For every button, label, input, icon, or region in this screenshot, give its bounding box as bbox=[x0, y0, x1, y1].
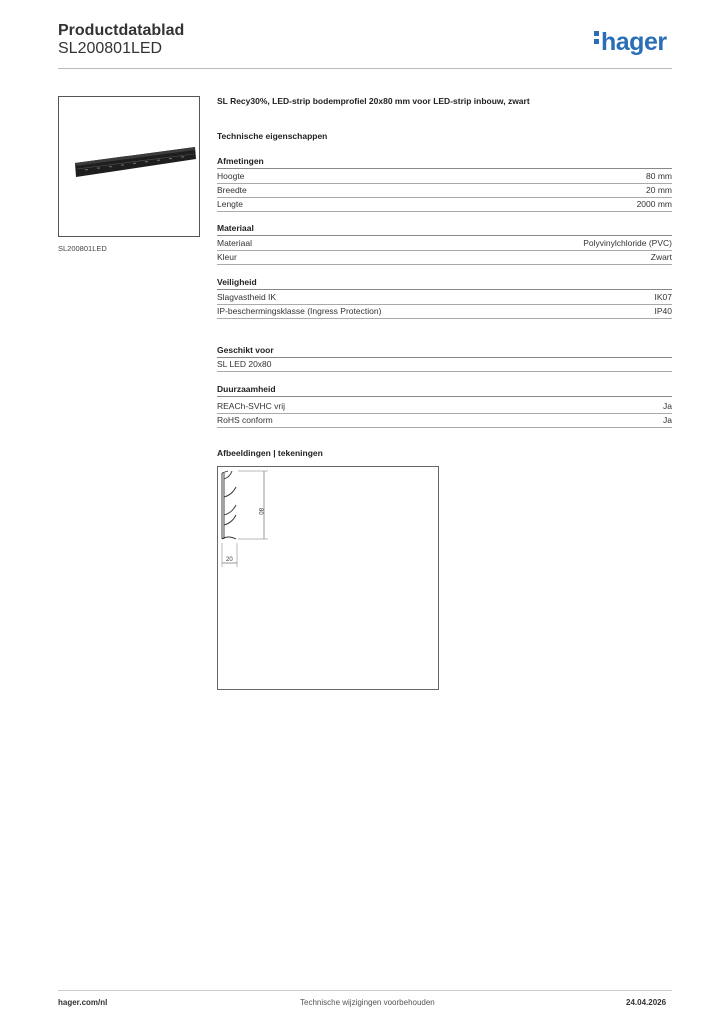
hager-logo bbox=[594, 28, 667, 57]
table-row: Materiaal Polyvinylchloride (PVC) bbox=[217, 237, 672, 251]
table-row: Breedte 20 mm bbox=[217, 184, 672, 198]
section-geschikt-title: Geschikt voor bbox=[217, 345, 672, 358]
logo-text: hager bbox=[601, 28, 667, 56]
footer-divider bbox=[58, 990, 672, 991]
profile-cross-section-icon bbox=[218, 467, 438, 689]
section-materiaal-title: Materiaal bbox=[217, 223, 672, 236]
product-description: SL Recy30%, LED-strip bodemprofiel 20x80 mm voor LED-strip inbouw, zwart bbox=[217, 96, 530, 106]
section-afmetingen-title: Afmetingen bbox=[217, 156, 672, 169]
product-code: SL200801LED bbox=[58, 40, 163, 57]
header-divider bbox=[58, 68, 672, 69]
drawings-heading: Afbeeldingen | tekeningen bbox=[217, 448, 323, 458]
image-caption: SL200801LED bbox=[58, 244, 107, 253]
section-veiligheid-title: Veiligheid bbox=[217, 277, 672, 290]
table-row: Kleur Zwart bbox=[217, 251, 672, 265]
dim-width-label: 20 bbox=[226, 557, 233, 563]
tech-heading: Technische eigenschappen bbox=[217, 131, 328, 141]
technical-drawing bbox=[217, 466, 439, 690]
footer-date: 24.04.2026 bbox=[626, 998, 667, 1007]
table-row: RoHS conform Ja bbox=[217, 414, 672, 428]
table-row: Lengte 2000 mm bbox=[217, 198, 672, 212]
table-row: Slagvastheid IK IK07 bbox=[217, 291, 672, 305]
page-title: Productdatablad bbox=[58, 22, 185, 39]
footer-notice: Technische wijzigingen voorbehouden bbox=[300, 998, 435, 1007]
table-row: IP-beschermingsklasse (Ingress Protection) IP40 bbox=[217, 305, 672, 319]
logo-dots-icon bbox=[594, 31, 599, 47]
section-duurzaamheid-title: Duurzaamheid bbox=[217, 384, 672, 397]
product-image bbox=[58, 96, 200, 237]
led-profile-icon bbox=[59, 97, 199, 236]
table-row: REACh-SVHC vrij Ja bbox=[217, 400, 672, 414]
table-row: SL LED 20x80 bbox=[217, 358, 672, 372]
dim-height-label: 80 bbox=[257, 508, 263, 515]
footer-website-link[interactable]: hager.com/nl bbox=[58, 998, 108, 1007]
table-row: Hoogte 80 mm bbox=[217, 170, 672, 184]
